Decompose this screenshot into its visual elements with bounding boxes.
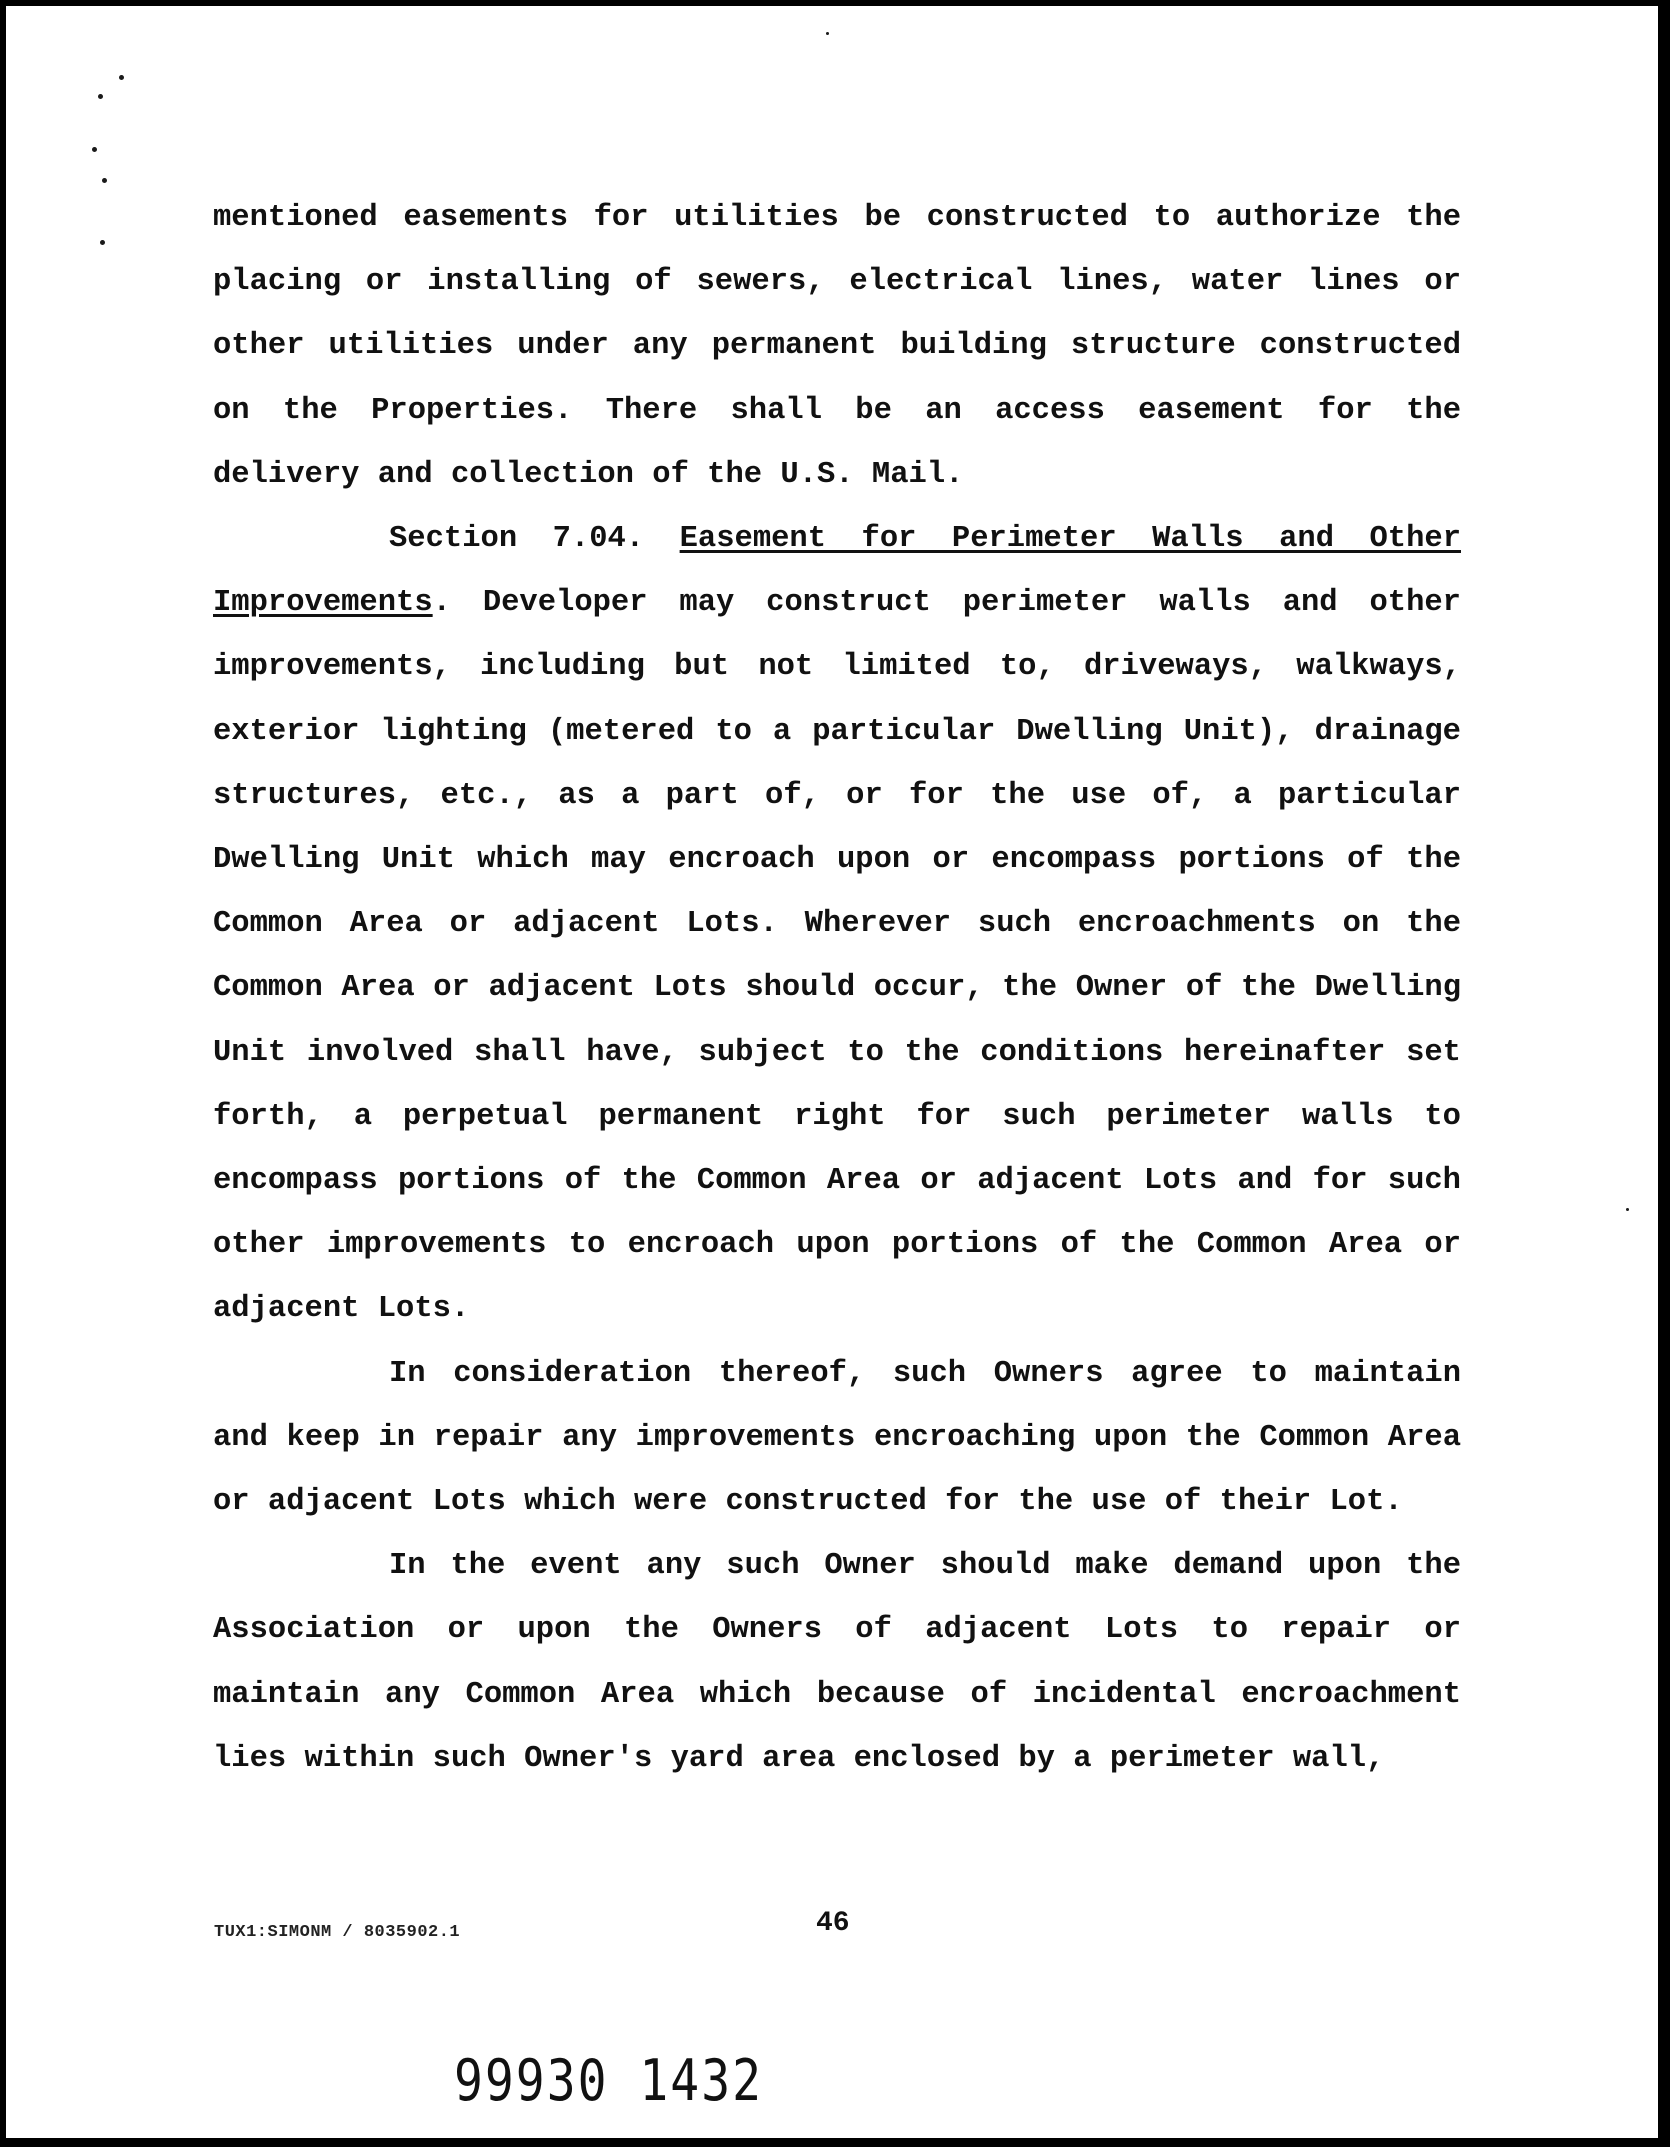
scan-speck — [92, 147, 97, 152]
paragraph-owner-demand: In the event any such Owner should make demand upon the Association or upon the Owners of adjacent Lots to repair or maintain any Common Area which because of incidental encroachment lies within such Owner's yard area enclosed by a perimeter wall, — [213, 1549, 1461, 1776]
document-code: TUX1:SIMONM / 8035902.1 — [214, 1923, 461, 1942]
document-page — [6, 6, 1658, 2138]
scan-speck — [100, 240, 105, 245]
section-title-end: . — [432, 586, 451, 621]
section-title: Easement for Perimeter Walls and Other Improvements — [213, 522, 1461, 621]
paragraph-consideration: In consideration thereof, such Owners agree to maintain and keep in repair any improvements encroaching upon the Common Area or adjacent Lots which were constructed for the use of their Lot. — [213, 1356, 1461, 1520]
paragraph-utilities-easement: mentioned easements for utilities be constructed to authorize the placing or installing of sewers, electrical lines, water lines or other utilities under any permanent building structure constructed on the Properties. There shall be an access easement for the delivery and collection of the U.S. Mail. — [213, 201, 1461, 492]
scan-speck — [102, 178, 107, 183]
section-label: Section 7.04. — [389, 522, 645, 557]
bates-stamp: 99930 1432 — [454, 2048, 763, 2115]
scan-speck — [98, 94, 103, 99]
scan-speck — [1626, 1208, 1629, 1211]
section-7-04-text: Developer may construct perimeter walls and other improvements, including but not limited to, driveways, walkways, exterior lighting (metered to a particular Dwelling Unit), drainage structures, etc., as a part of, or for the use of, a particular Dwelling Unit which may encroach upon or encompass portions of the Common Area or adjacent Lots. Wherever such encroachments on the Common Area or adjacent Lots should occur, the Owner of the Dwelling Unit involved shall have, subject to the conditions hereinafter set forth, a perpetual permanent right for such perimeter walls to encompass portions of the Common Area or adjacent Lots and for such other improvements to encroach upon portions of the Common Area or adjacent Lots. — [213, 586, 1461, 1327]
document-body — [213, 186, 1461, 1791]
paragraph-section-7-04 — [213, 507, 1461, 1342]
scan-speck — [119, 75, 124, 80]
page-number: 46 — [816, 1908, 850, 1939]
scan-speck — [826, 32, 829, 35]
